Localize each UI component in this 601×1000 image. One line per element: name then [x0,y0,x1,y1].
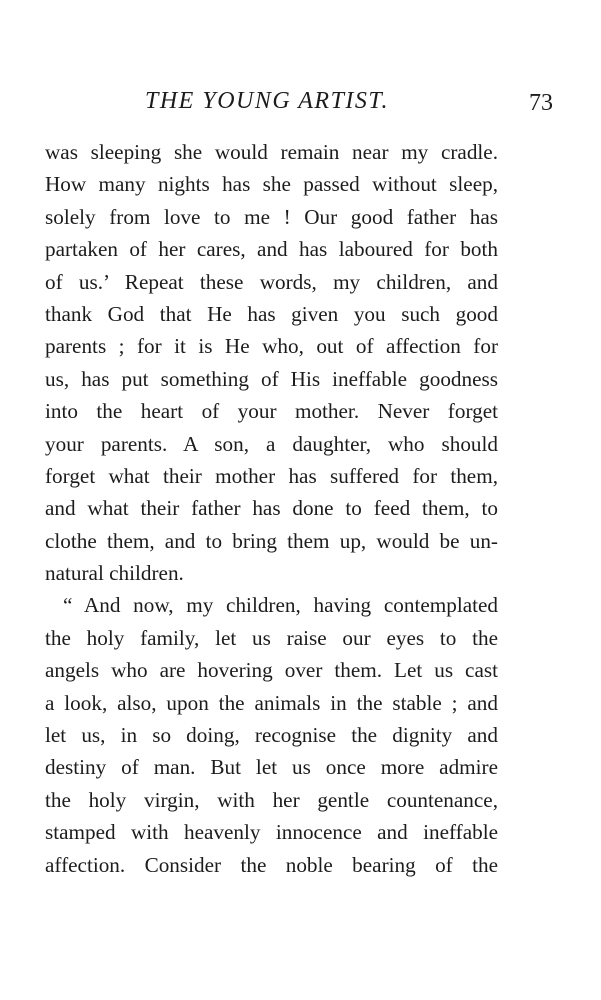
body-text [45,136,498,881]
text-line: and what their father has done to feed them, to [45,496,498,521]
text-line: natural children. [45,561,184,586]
text-line: solely from love to me ! Our good father has [45,204,498,229]
text-line: was sleeping she would remain near my cradle. [45,140,498,164]
text-line: thank God that He has given you such good [45,301,498,326]
text-line: your parents. A son, a daughter, who should [45,431,498,456]
text-line: partaken of her cares, and has laboured for both [45,237,498,262]
text-line: stamped with heavenly innocence and ineffable [45,820,498,845]
text-line: affection. Consider the noble bearing of the [45,852,498,877]
running-header [45,88,565,122]
text-line: of us.’ Repeat these words, my children, and [45,269,498,294]
text-line: the holy virgin, with her gentle countenance, [45,787,498,812]
text-line: destiny of man. But let us once more admire [45,755,498,780]
page-number: 73 [529,90,553,116]
text-line: forget what their mother has suffered for them, [45,463,498,488]
text-line: How many nights has she passed without sleep, [45,172,498,197]
text-line: “ And now, my children, having contemplated [63,593,498,618]
text-line: a look, also, upon the animals in the stable ; and [45,690,498,715]
text-line: clothe them, and to bring them up, would be un- [45,528,498,553]
text-line: into the heart of your mother. Never forget [45,399,498,424]
text-line: let us, in so doing, recognise the dignity and [45,723,498,748]
text-line: parents ; for it is He who, out of affection for [45,334,498,359]
running-title: THE YOUNG ARTIST. [145,88,389,114]
text-line: us, has put something of His ineffable goodness [45,366,498,391]
text-line: angels who are hovering over them. Let us cast [45,658,498,683]
text-line: the holy family, let us raise our eyes to the [45,625,498,650]
